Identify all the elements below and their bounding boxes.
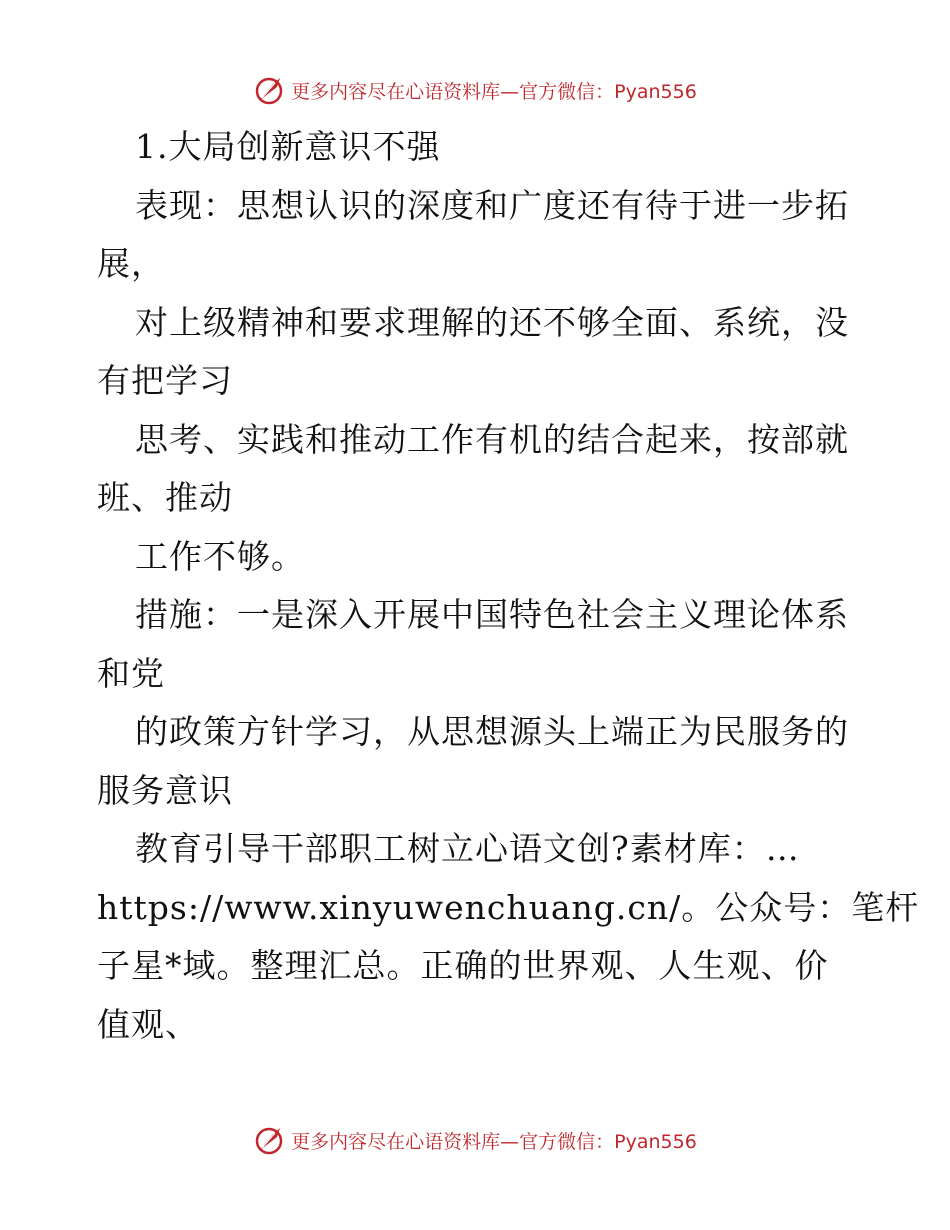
text-line: 班、推动 bbox=[97, 478, 233, 517]
text-line: 对上级精神和要求理解的还不够全面、系统，没 bbox=[135, 302, 849, 342]
document-body bbox=[97, 118, 920, 1054]
watermark-text: 更多内容尽在心语资料库—官方微信：Pyan556 bbox=[291, 80, 697, 103]
text-line: 工作不够。 bbox=[135, 536, 305, 576]
text-line: 值观、 bbox=[97, 1004, 199, 1044]
text-line: 1.大局创新意识不强 bbox=[135, 127, 441, 166]
text-line: 展， bbox=[97, 244, 165, 283]
text-line: 表现：思想认识的深度和广度还有待于进一步拓 bbox=[135, 185, 849, 225]
text-line: 的政策方针学习，从思想源头上端正为民服务的 bbox=[135, 712, 849, 751]
text-line: 思考、实践和推动工作有机的结合起来，按部就 bbox=[135, 419, 849, 459]
feather-pen-circle-icon bbox=[253, 74, 285, 106]
text-line: 有把学习 bbox=[97, 361, 233, 400]
text-line: 子星*域。整理汇总。正确的世界观、人生观、价 bbox=[97, 946, 829, 985]
watermark-text: 更多内容尽在心语资料库—官方微信：Pyan556 bbox=[291, 1130, 697, 1153]
footer-watermark-banner bbox=[0, 1120, 950, 1160]
text-line: 服务意识 bbox=[97, 770, 233, 810]
header-watermark-banner bbox=[0, 70, 950, 110]
text-line: 和党 bbox=[97, 653, 165, 693]
text-line: 措施：一是深入开展中国特色社会主义理论体系 bbox=[135, 595, 849, 634]
text-line: 教育引导干部职工树立心语文创?素材库：… bbox=[135, 829, 800, 868]
feather-pen-circle-icon bbox=[253, 1124, 285, 1156]
text-line: https://www.xinyuwenchuang.cn/。公众号：笔杆 bbox=[97, 887, 920, 927]
